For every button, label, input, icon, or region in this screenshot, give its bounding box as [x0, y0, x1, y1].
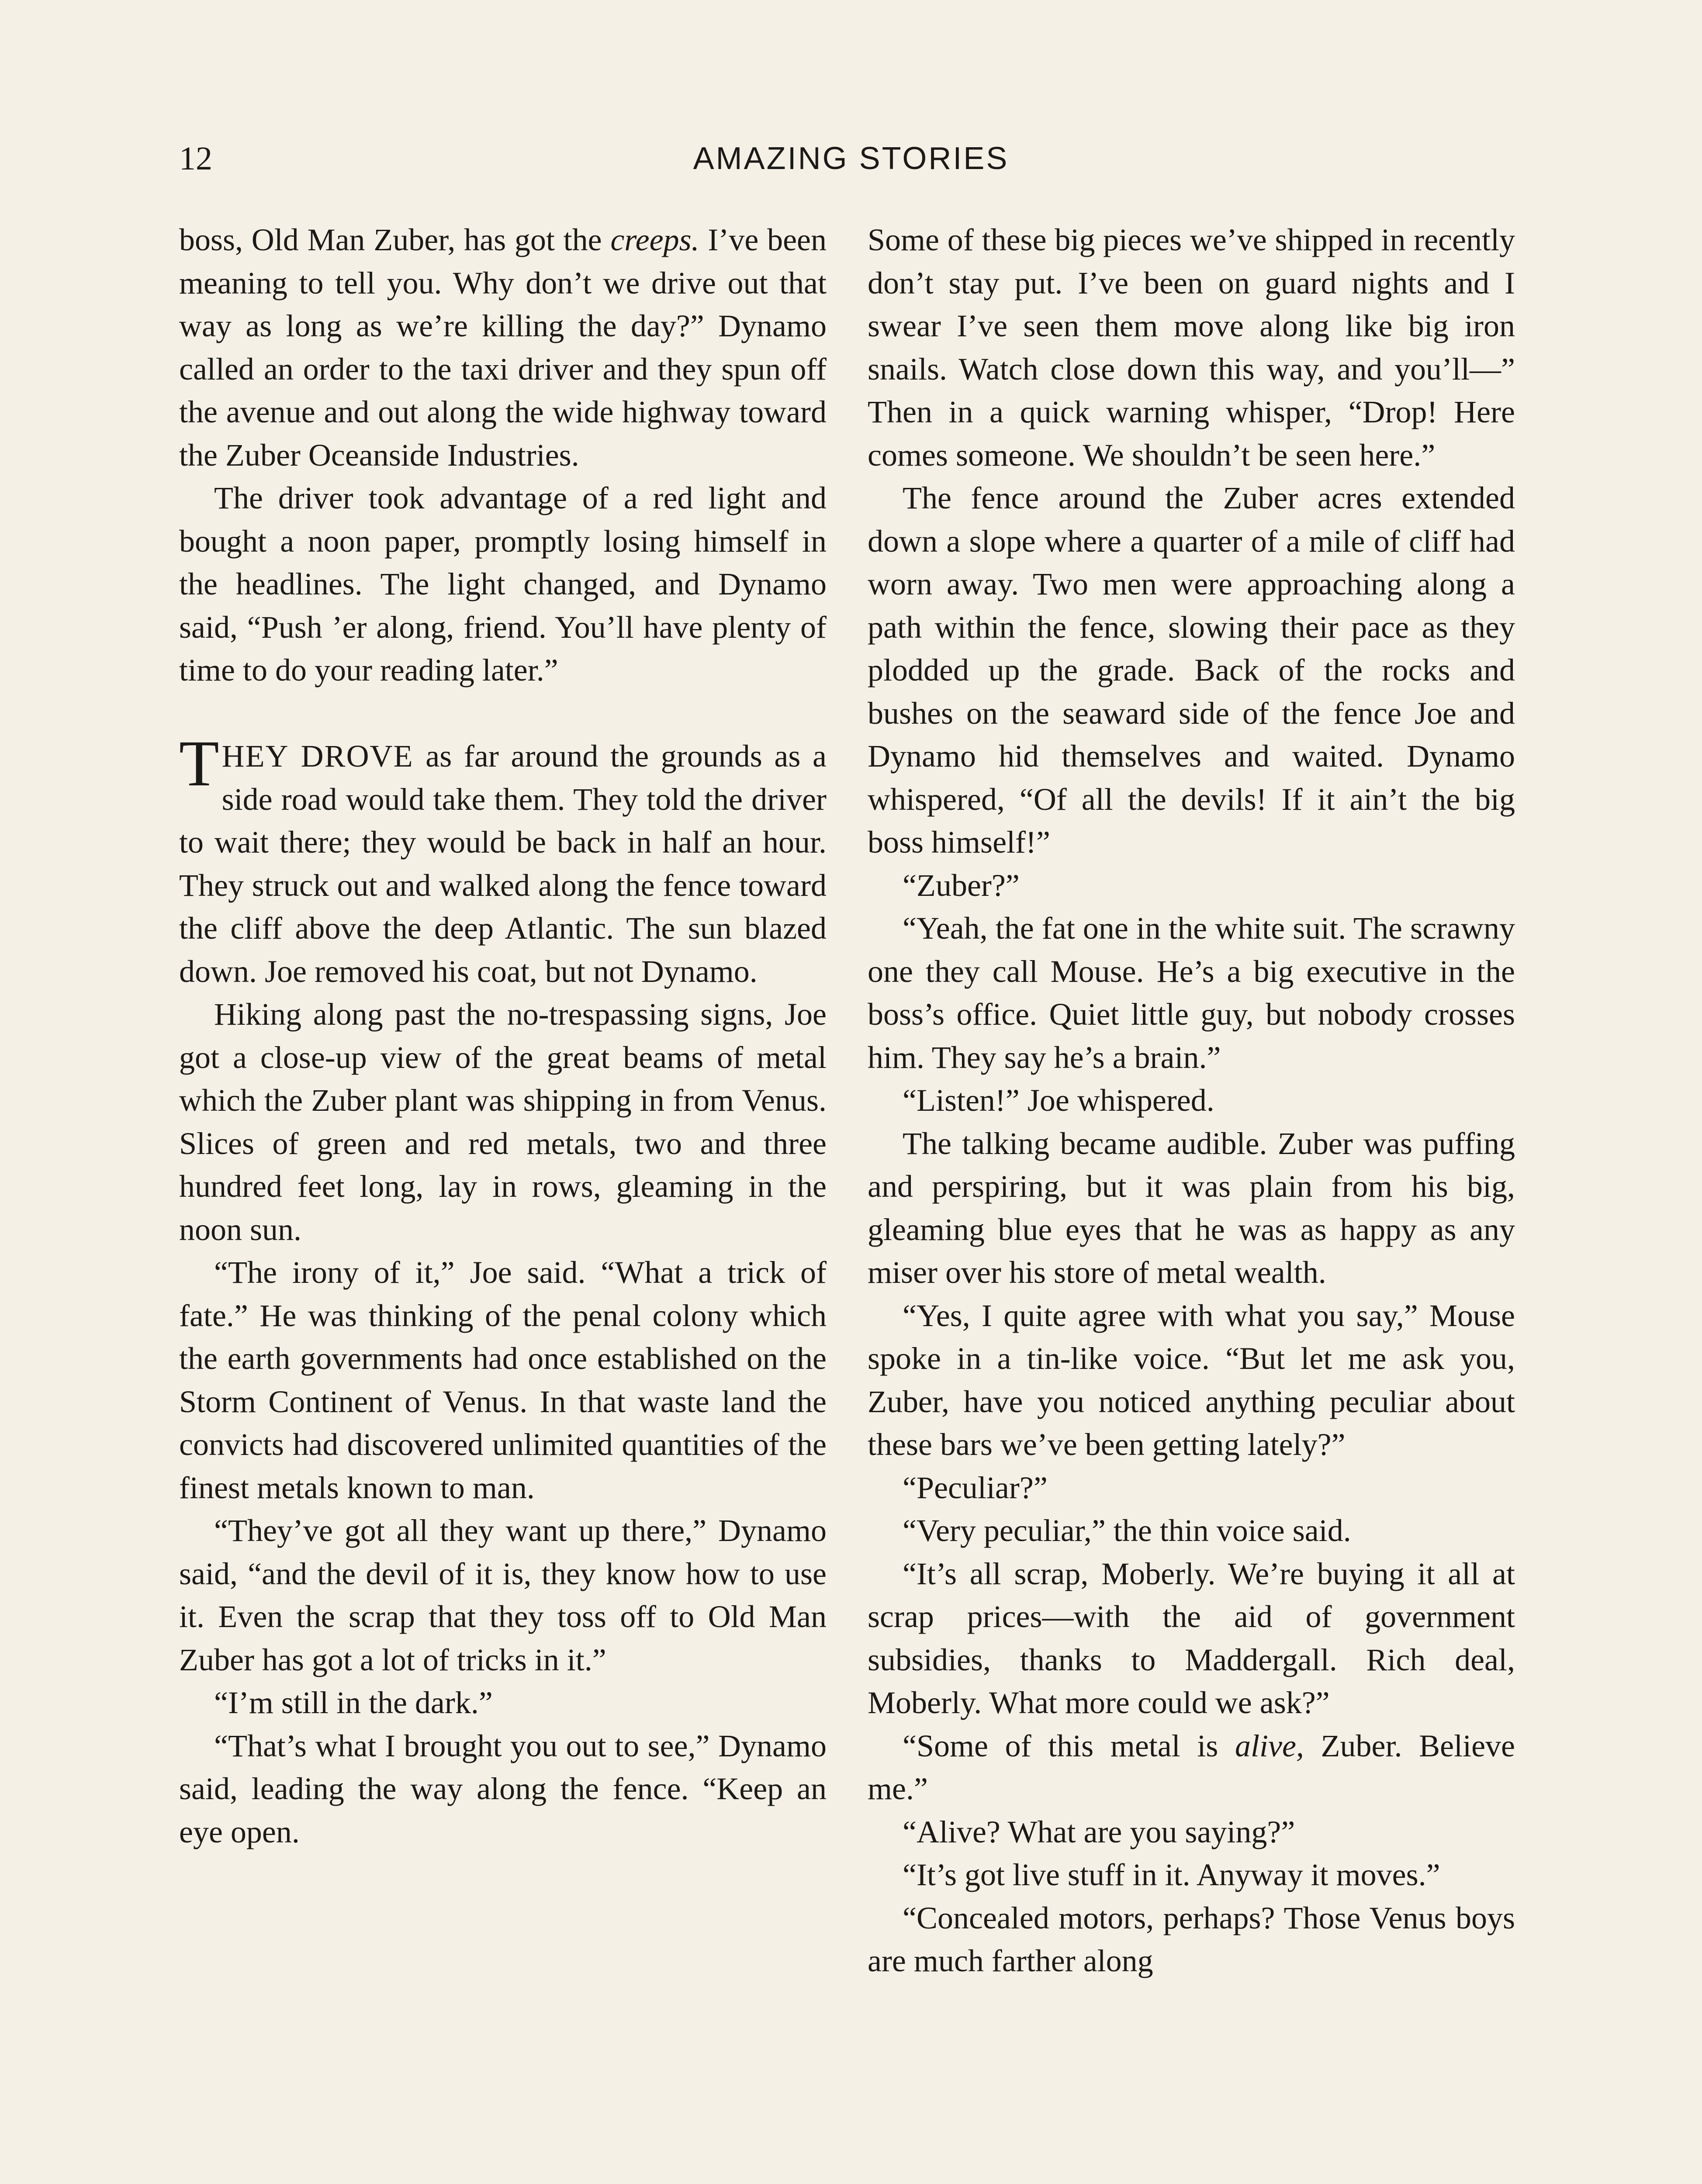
- left-column: [179, 218, 827, 1853]
- drop-cap: T: [179, 727, 219, 800]
- paragraph: The talking became audible. Zuber was puffing and perspiring, but it was plain from his big, gleaming blue eyes that he was as happy as any miser over his store of metal wealth.: [868, 1126, 1515, 1290]
- paragraph: “It’s all scrap, Moberly. We’re buying it all at scrap prices—with the aid of government subsidies, thanks to Maddergall. Rich deal, Moberly. What more could we ask?”: [868, 1556, 1515, 1720]
- paragraph: “I’m still in the dark.”: [214, 1685, 493, 1720]
- paragraph: “Yes, I quite agree with what you say,” Mouse spoke in a tin-like voice. “But let me ask you, Zuber, have you noticed anything peculiar about these bars we’ve been getting lately?”: [868, 1298, 1515, 1462]
- paragraph: The driver took advantage of a red light and bought a noon paper, promptly losing himself in the headlines. The light changed, and Dynamo said, “Push ’er along, friend. You’ll have plenty of time to do your reading later.”: [179, 480, 827, 688]
- paragraph: “They’ve got all they want up there,” Dynamo said, “and the devil of it is, they know how to use it. Even the scrap that they toss off to Old Man Zuber has got a lot of tricks in it.”: [179, 1513, 827, 1677]
- opening-caps: HEY DROVE: [221, 739, 414, 774]
- paragraph: “Concealed motors, perhaps? Those Venus boys are much farther along: [868, 1900, 1515, 1978]
- paragraph: “That’s what I brought you out to see,” Dynamo said, leading the way along the fence. “Keep an eye open.: [179, 1728, 827, 1849]
- paragraph: “Yeah, the fat one in the white suit. The scrawny one they call Mouse. He’s a big executive in the boss’s office. Quiet little guy, but nobody crosses him. They say he’s a brain.”: [868, 911, 1515, 1075]
- paragraph: “Some of this metal is alive, Zuber. Believe me.”: [868, 1728, 1515, 1806]
- running-head: AMAZING STORIES: [693, 141, 1009, 176]
- paragraph: The fence around the Zuber acres extended down a slope where a quarter of a mile of cliff had worn away. Two men were approaching along a path within the fence, slowing their pace as they plodded up the grade. Back of the rocks and bushes on the seaward side of the fence Joe and Dynamo hid themselves and waited. Dynamo whispered, “Of all the devils! If it ain’t the big boss himself!”: [868, 480, 1515, 860]
- paragraph: “Listen!” Joe whispered.: [903, 1083, 1214, 1118]
- paragraph: Some of these big pieces we’ve shipped in recently don’t stay put. I’ve been on guard nights and I swear I’ve seen them move along like big iron snails. Watch close down this way, and you’ll—” Then in a quick warning whisper, “Drop! Here comes someone. We shouldn’t be seen here.”: [868, 222, 1515, 473]
- paragraph: “Zuber?”: [903, 867, 1020, 903]
- paragraph: “The irony of it,” Joe said. “What a trick of fate.” He was thinking of the penal colony which the earth governments had once established on the Storm Continent of Venus. In that waste land the convicts had discovered unlimited quantities of the finest metals known to man.: [179, 1255, 827, 1505]
- paragraph: Hiking along past the no-trespassing signs, Joe got a close-up view of the great beams of metal which the Zuber plant was shipping in from Venus. Slices of green and red metals, two and three hundred feet long, lay in rows, gleaming in the noon sun.: [179, 997, 827, 1247]
- paragraph: “Alive? What are you saying?”: [903, 1814, 1295, 1849]
- paragraph: “Peculiar?”: [903, 1470, 1048, 1505]
- paragraph: “It’s got live stuff in it. Anyway it moves.”: [903, 1857, 1440, 1892]
- section-opening-paragraph: THEY DROVE as far around the grounds as a side road would take them. They told the driver to wait there; they would be back in half an hour. They struck out and walked along the fence toward the cliff above the deep Atlantic. The sun blazed down. Joe removed his coat, but not Dynamo.: [179, 727, 827, 989]
- paragraph: boss, Old Man Zuber, has got the creeps. I’ve been meaning to tell you. Why don’t we drive out that way as long as we’re killing the day?” Dynamo called an order to the taxi driver and they spun off the avenue and out along the wide highway toward the Zuber Oceanside Industries.: [179, 222, 827, 473]
- right-column: [868, 218, 1515, 1983]
- paragraph: “Very peculiar,” the thin voice said.: [903, 1513, 1351, 1548]
- page-number: 12: [179, 140, 212, 177]
